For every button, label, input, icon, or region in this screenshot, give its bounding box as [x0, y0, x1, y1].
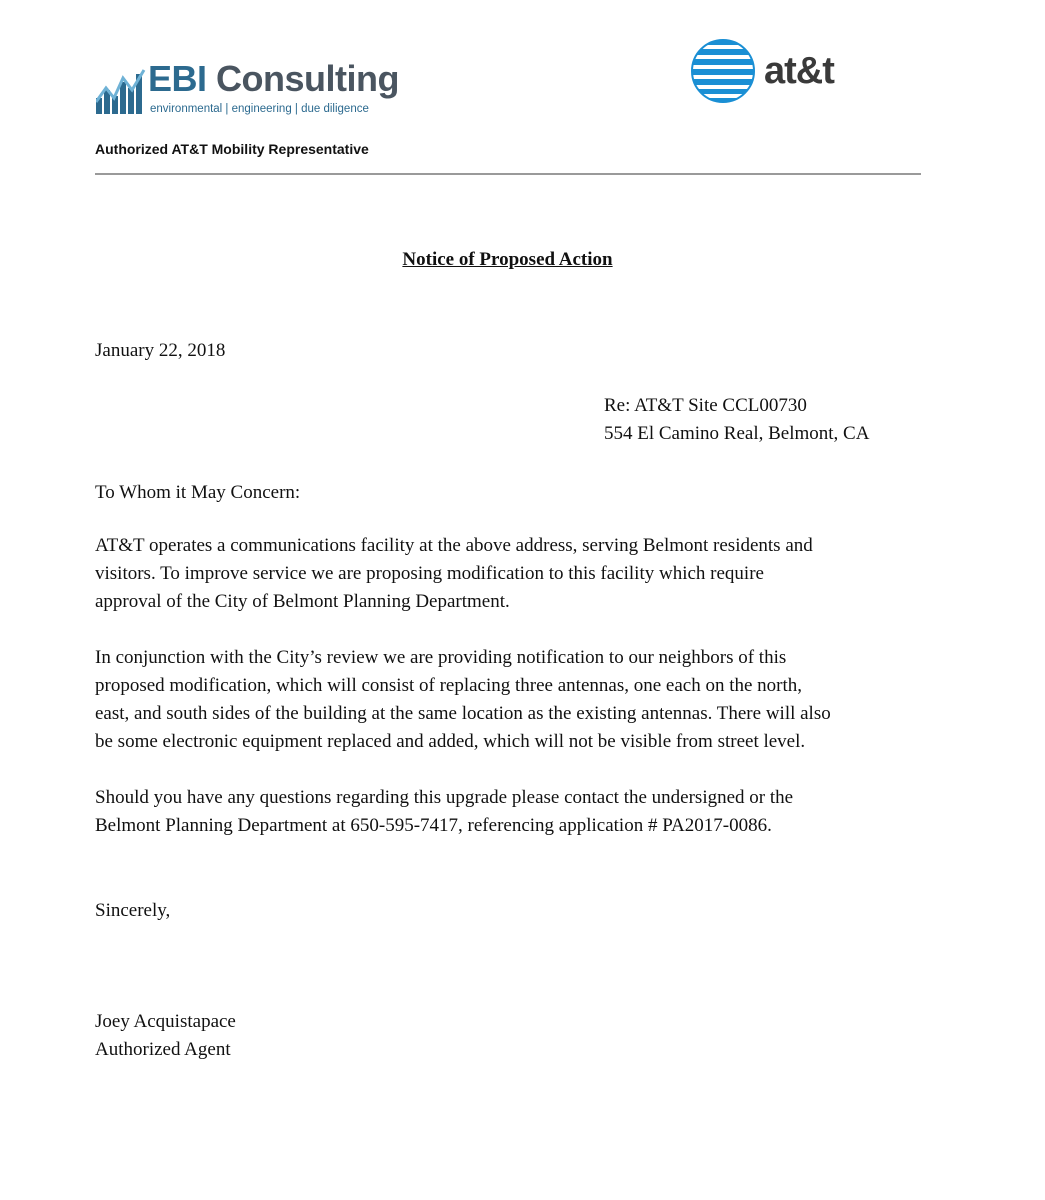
- ebi-chart-icon: [96, 68, 146, 114]
- ebi-name-part1: EBI: [148, 58, 207, 99]
- body-paragraph-2: In conjunction with the City’s review we are providing notification to our neighbors of this proposed modification, which will consist of replacing three antennas, one each on the north, east, and south sides of the building at the same location as the existing antennas. There will also be some electronic equipment replaced and added, which will not be visible from street level.: [95, 647, 831, 752]
- att-globe-icon: [690, 38, 756, 104]
- notice-title: Notice of Proposed Action: [402, 249, 613, 270]
- re-block: [604, 392, 869, 448]
- att-logo: [690, 38, 860, 106]
- signer-title: Authorized Agent: [95, 1039, 231, 1060]
- ebi-name-part2: Consulting: [216, 58, 399, 99]
- re-site-line: Re: AT&T Site CCL00730: [604, 395, 807, 416]
- body-paragraph-1: AT&T operates a communications facility at the above address, serving Belmont residents and visitors. To improve service we are proposing modification to this facility which require approval of the City of Belmont Planning Department.: [95, 535, 813, 612]
- ebi-consulting-logo: [96, 58, 399, 122]
- letter-date: January 22, 2018: [95, 340, 226, 361]
- body-paragraph-3: Should you have any questions regarding this upgrade please contact the undersigned or the Belmont Planning Department at 650-595-7417, referencing application # PA2017-0086.: [95, 787, 794, 836]
- header-divider: [95, 173, 921, 175]
- salutation: To Whom it May Concern:: [95, 482, 301, 503]
- ebi-company-name: [148, 58, 399, 100]
- ebi-tagline: environmental | engineering | due diligence: [150, 103, 369, 115]
- re-address-line: 554 El Camino Real, Belmont, CA: [604, 423, 870, 444]
- representative-line: Authorized AT&T Mobility Representative: [95, 141, 369, 157]
- att-wordmark: at&t: [764, 50, 834, 92]
- signer-name: Joey Acquistapace: [95, 1011, 236, 1032]
- closing: Sincerely,: [95, 900, 171, 921]
